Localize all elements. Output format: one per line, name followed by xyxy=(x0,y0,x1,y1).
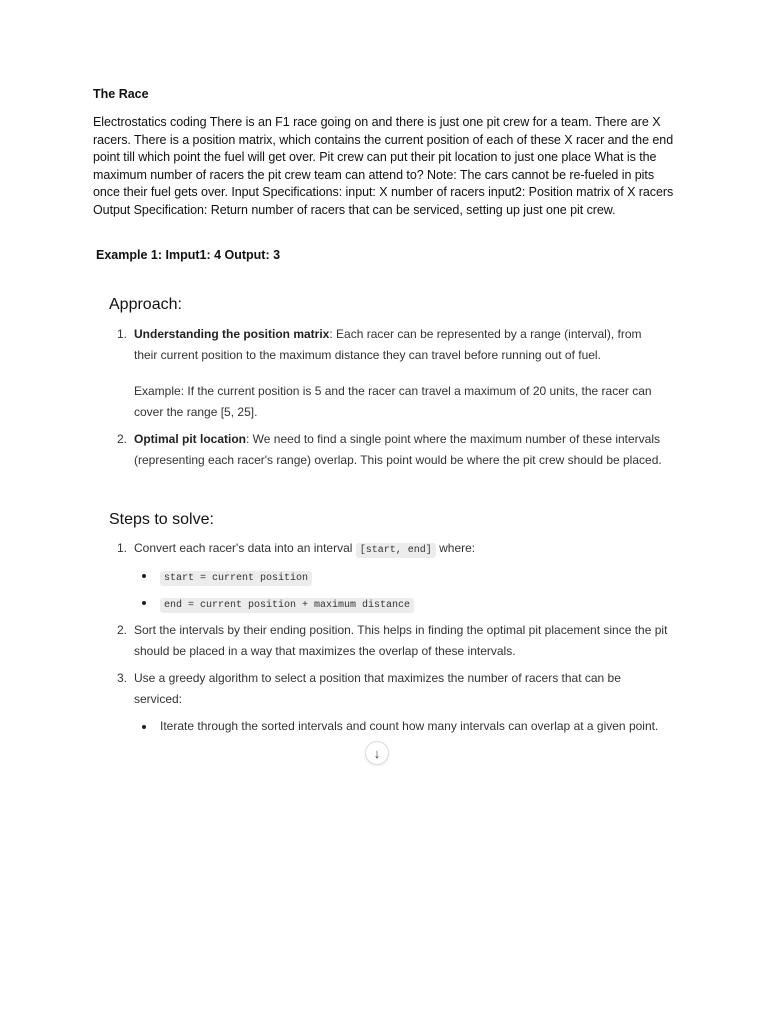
step-1-text-end: where: xyxy=(435,541,476,555)
approach-heading: Approach: xyxy=(109,296,182,313)
document-title: The Race xyxy=(93,87,149,101)
end-code: end = current position + maximum distance xyxy=(160,598,414,613)
problem-statement: Electrostatics coding There is an F1 race going on and there is just one pit crew for a team. There are X racers. There is a position matrix, which contains the current position of each of these X racer and the end point till which point the fuel will get over. Pit crew can put their pit location to just one place What is the maximum number of racers the pit crew team can attend to? Note: The cars cannot be re-fueled in pits once their fuel gets over. Input Specifications: input: X number of racers input2: Position matrix of X racers Output Specification: Return number of racers that can be serviced, setting up just one pit crew. xyxy=(93,115,674,217)
step-number-3: 3. xyxy=(117,671,128,685)
approach-number-1: 1. xyxy=(117,327,128,341)
start-code: start = current position xyxy=(160,571,312,586)
bullet-dot xyxy=(142,601,146,605)
scroll-down-button[interactable] xyxy=(365,741,389,765)
step-1-bullet-end xyxy=(160,593,414,616)
approach-example: Example: If the current position is 5 and the racer can travel a maximum of 20 units, the racer can cover the range [5, 25]. xyxy=(134,384,652,419)
step-1-bullet-start xyxy=(160,566,312,589)
step-3-bullet: Iterate through the sorted intervals and count how many intervals can overlap at a given point. xyxy=(160,719,659,733)
step-number-2: 2. xyxy=(117,623,128,637)
approach-item-1 xyxy=(134,324,664,366)
approach-item-1-text: : Each racer can be represented by a range (interval), from their current position to the maximum distance they can travel before running out of fuel. xyxy=(134,327,642,362)
arrow-down-icon: ↓ xyxy=(373,745,381,761)
embedded-chat-screenshot xyxy=(103,290,683,775)
step-1 xyxy=(134,538,664,561)
example-line: Example 1: Imput1: 4 Output: 3 xyxy=(96,248,281,262)
step-2: Sort the intervals by their ending position. This helps in finding the optimal pit placement since the pit should be placed in a way that maximizes the overlap of these intervals. xyxy=(134,623,668,658)
step-1-text: Convert each racer's data into an interval xyxy=(134,541,356,555)
approach-item-1-title: Understanding the position matrix xyxy=(134,327,330,341)
approach-item-2-text: : We need to find a single point where the maximum number of these intervals (representing each racer's range) overlap. This point would be where the pit crew should be placed. xyxy=(134,432,662,467)
bullet-dot xyxy=(142,725,146,729)
approach-item-2-title: Optimal pit location xyxy=(134,432,247,446)
interval-code: [start, end] xyxy=(356,543,436,558)
approach-item-2 xyxy=(134,429,664,471)
steps-heading: Steps to solve: xyxy=(109,511,214,528)
step-number-1: 1. xyxy=(117,541,128,555)
step-3: Use a greedy algorithm to select a position that maximizes the number of racers that can be serviced: xyxy=(134,671,621,706)
approach-number-2: 2. xyxy=(117,432,128,446)
bullet-dot xyxy=(142,574,146,578)
